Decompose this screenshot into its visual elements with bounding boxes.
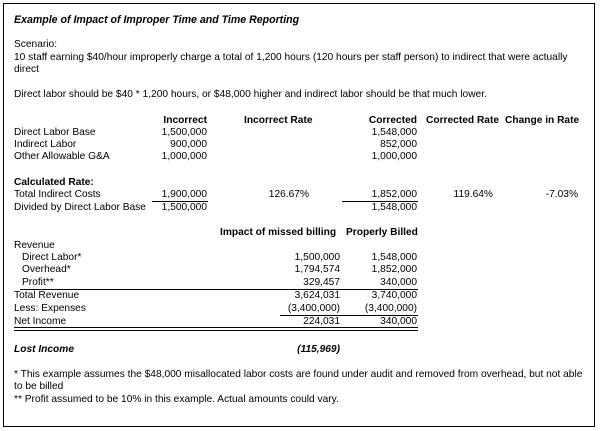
corrected-rate-value: 119.64% (453, 189, 493, 200)
impact-row-label: Net Income (14, 316, 67, 327)
impact-billed-value: 3,740,000 (371, 290, 417, 301)
scenario-text-line2: direct (14, 64, 39, 75)
impact-billed-value: 1,548,000 (371, 252, 417, 263)
impact-missed-value: (3,400,000) (287, 303, 340, 314)
divided-incorrect: 1,500,000 (161, 202, 207, 213)
subtotal-line (20, 289, 418, 290)
impact-missed-value: 329,457 (303, 277, 340, 288)
total-indirect-corrected: 1,852,000 (371, 189, 417, 200)
footnote-1-line2: to be billed (14, 381, 64, 392)
direct-labor-note: Direct labor should be $40 * 1,200 hours, or $48,000 higher and indirect labor should be that much lower. (14, 89, 487, 100)
footnote-1-line1: * This example assumes the $48,000 misallocated labor costs are found under audit and removed from overhead, but not able (14, 369, 583, 380)
row-corrected-value: 1,000,000 (371, 151, 417, 162)
header-corrected: Corrected (368, 115, 417, 126)
change-in-rate-value: -7.03% (545, 189, 578, 200)
impact-billed-value: 1,852,000 (371, 264, 417, 275)
total-indirect-label: Total Indirect Costs (14, 189, 101, 200)
row-incorrect-value: 1,000,000 (161, 151, 207, 162)
row-label: Other Allowable G&A (14, 151, 110, 162)
header-corrected-rate: Corrected Rate (426, 115, 500, 126)
impact-row-label: Total Revenue (14, 290, 80, 301)
page-title: Example of Impact of Improper Time and Time Reporting (14, 14, 300, 26)
incorrect-rate-value: 126.67% (268, 189, 309, 200)
impact-billed-value: 340,000 (380, 277, 417, 288)
impact-row-label: Profit** (22, 277, 54, 288)
lost-income-value: (115,969) (297, 344, 340, 355)
row-incorrect-value: 900,000 (170, 139, 207, 150)
row-corrected-value: 852,000 (380, 139, 417, 150)
table-frame (3, 3, 595, 427)
header-incorrect-rate: Incorrect Rate (244, 115, 313, 126)
scenario-text-line1: 10 staff earning $40/hour improperly charge a total of 1,200 hours (120 hours per staff person) to indirect that were actually (14, 52, 568, 63)
row-label: Direct Labor Base (14, 127, 96, 138)
impact-missed-value: 1,500,000 (294, 252, 340, 263)
lost-income-label: Lost Income (14, 344, 75, 355)
calculated-rate-heading: Calculated Rate: (14, 177, 94, 188)
impact-missed-value: 1,794,574 (294, 264, 340, 275)
divided-by-label: Divided by Direct Labor Base (14, 202, 146, 213)
impact-row-label: Overhead* (22, 264, 71, 275)
row-incorrect-value: 1,500,000 (161, 127, 207, 138)
scenario-label: Scenario: (14, 39, 58, 50)
impact-billed-value: (3,400,000) (364, 303, 417, 314)
impact-row-label: Less: Expenses (14, 303, 86, 314)
divided-corrected: 1,548,000 (371, 202, 417, 213)
net-income-double-line (14, 327, 418, 331)
impact-billed-value: 340,000 (380, 316, 417, 327)
impact-row-label: Direct Labor* (22, 252, 82, 263)
header-impact-missed-billing: Impact of missed billing (220, 227, 337, 238)
total-indirect-incorrect: 1,900,000 (161, 189, 207, 200)
header-change-in-rate: Change in Rate (505, 115, 580, 126)
row-corrected-value: 1,548,000 (371, 127, 417, 138)
footnote-2: ** Profit assumed to be 10% in this example. Actual amounts could vary. (14, 394, 339, 405)
header-incorrect: Incorrect (163, 115, 207, 126)
header-properly-billed: Properly Billed (346, 227, 418, 238)
revenue-label: Revenue (14, 240, 55, 251)
row-label: Indirect Labor (14, 139, 77, 150)
impact-missed-value: 224,031 (303, 316, 340, 327)
impact-missed-value: 3,624,031 (294, 290, 340, 301)
